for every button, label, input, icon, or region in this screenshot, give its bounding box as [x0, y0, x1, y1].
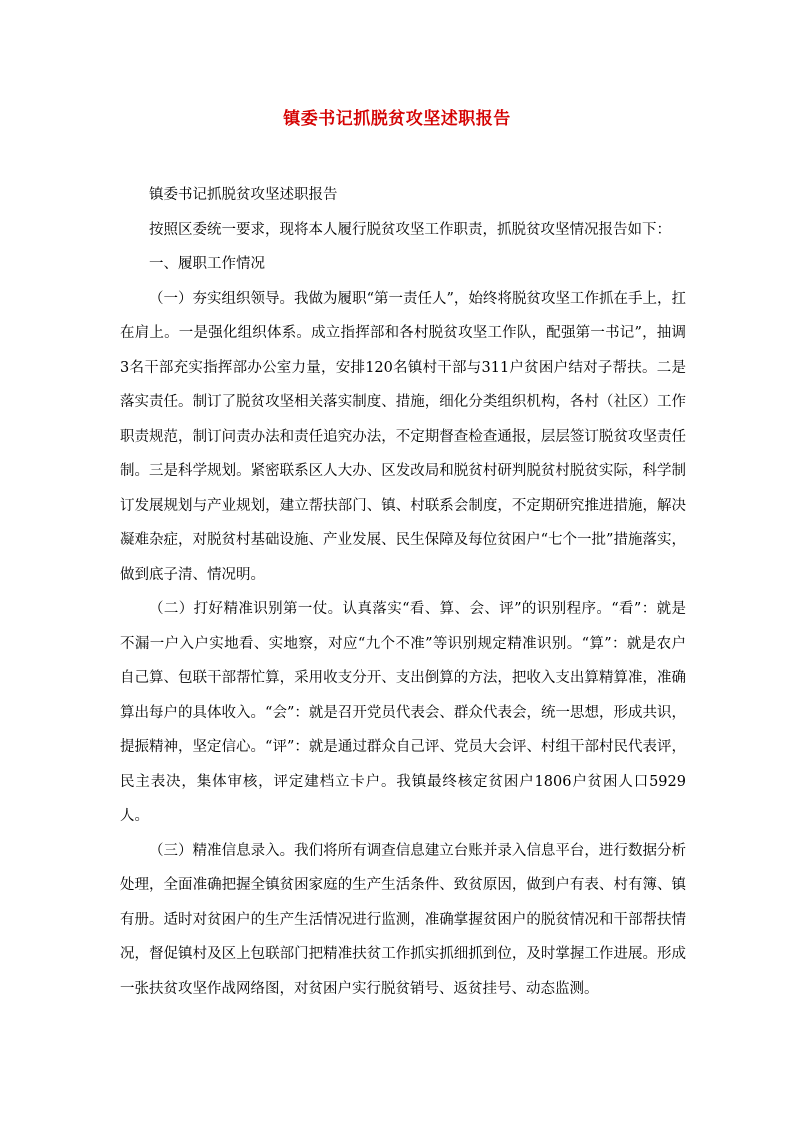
section-heading-1: 一、履职工作情况 — [149, 256, 265, 272]
paragraph-identification: （二）打好精准识别第一仗。认真落实“看、算、会、评”的识别程序。“看”：就是不漏一户入户实地看、实地察，对应“九个不准”等识别规定精准识别。“算”：就是农户自己算、包联干部帮忙算，采用收支分开、支出倒算的方法，把收入支出算精算准，准确算出每户的具体收入。“会”：就是召开党员代表会、群众代表会，统一思想，形成共识，提振精神，坚定信心。“评”：就是通过群众自己评、党员大会评、村组干部村民代表评，民主表决，集体审核，评定建档立卡户。我镇最终核定贫困户1806户贫困人口5929人。 — [120, 601, 686, 824]
paragraph-organization: （一）夯实组织领导。我做为履职“第一责任人”，始终将脱贫攻坚工作抓在手上，扛在肩上。一是强化组织体系。成立指挥部和各村脱贫攻坚工作队，配强第一书记”，抽调3名干部充实指挥部办公室力量，安排120名镇村干部与311户贫困户结对子帮扶。二是落实责任。制订了脱贫攻坚相关落实制度、措施，细化分类组织机构，各村（社区）工作职责规范，制订问责办法和责任追究办法，不定期督查检查通报，层层签订脱贫攻坚责任制。三是科学规划。紧密联系区人大办、区发改局和脱贫村研判脱贫村脱贫实际，科学制订发展规划与产业规划，建立帮扶部门、镇、村联系会制度，不定期研究推进措施，解决凝难杂症，对脱贫村基础设施、产业发展、民生保障及每位贫困户“七个一批”措施落实，做到底子清、情况明。 — [120, 290, 686, 583]
document-title: 镇委书记抓脱贫攻坚述职报告 — [283, 109, 511, 129]
paragraph-subtitle: 镇委书记抓脱贫攻坚述职报告 — [149, 187, 338, 203]
paragraph-intro: 按照区委统一要求，现将本人履行脱贫攻坚工作职责，抓脱贫攻坚情况报告如下： — [149, 221, 671, 238]
paragraph-information: （三）精准信息录入。我们将所有调查信息建立台账并录入信息平台，进行数据分析处理，全面准确把握全镇贫困家庭的生产生活条件、致贫原因，做到户有表、村有簿、镇有册。适时对贫困户的生产生活情况进行监测，准确掌握贫困户的脱贫情况和干部帮扶情况，督促镇村及区上包联部门把精准扶贫工作抓实抓细抓到位，及时掌握工作进展。形成一张扶贫攻坚作战网络图，对贫困户实行脱贫销号、返贫挂号、动态监测。 — [120, 842, 686, 997]
document-body — [120, 178, 686, 1006]
